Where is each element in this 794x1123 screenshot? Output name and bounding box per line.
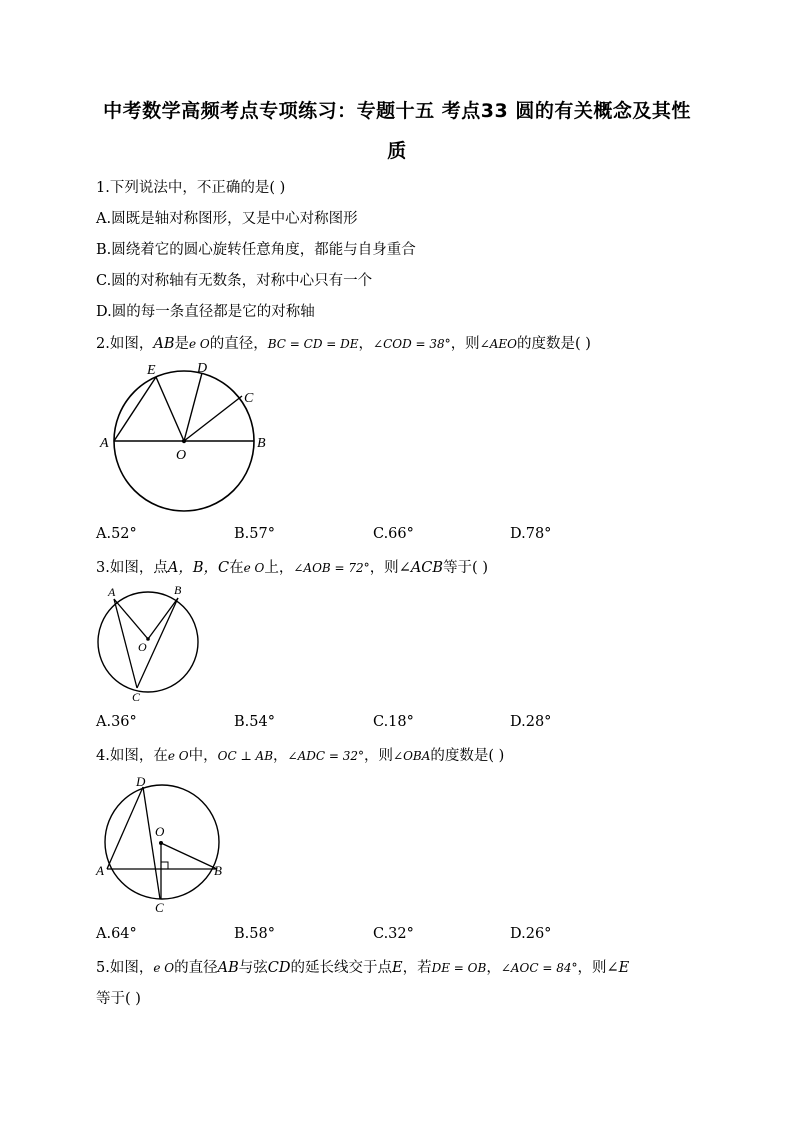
q3-label-o: O xyxy=(138,640,147,654)
q4-label-a: A xyxy=(96,863,104,878)
q1-option-d: D.圆的每一条直径都是它的对称轴 xyxy=(96,304,315,320)
q4-label-d: D xyxy=(136,774,146,789)
q4-option-c: C.32° xyxy=(373,926,414,942)
q5-stem-line2: 等于( ) xyxy=(96,991,141,1007)
q2-option-d: D.78° xyxy=(510,526,552,542)
q2-segment-od xyxy=(184,373,202,441)
q4-segment-ob xyxy=(161,843,217,869)
q5-stem: 5.如图，e O的直径AB与弦CD的延长线交于点E，若DE = OB，∠AOC = 84°，则∠E xyxy=(96,960,630,976)
q2-stem: 2.如图，AB是e O的直径，BC = CD = DE，∠COD = 38°，则∠AEO的度数是( ) xyxy=(96,336,591,352)
q1-stem: 1.下列说法中，不正确的是( ) xyxy=(96,180,286,196)
q2-segment-eo xyxy=(156,377,184,441)
q2-segment-ae xyxy=(114,377,156,441)
q2-label-e: E xyxy=(147,363,156,378)
q2-figure xyxy=(96,358,276,516)
q4-label-b: B xyxy=(214,863,222,878)
q4-segment-dc xyxy=(143,787,160,899)
q4-option-b: B.58° xyxy=(234,926,275,942)
q3-stem: 3.如图，点A，B，C在e O上，∠AOB = 72°，则∠ACB等于( ) xyxy=(96,560,488,576)
q3-segment-bo xyxy=(148,598,178,639)
q1-option-b: B.圆绕着它的圆心旋转任意角度，都能与自身重合 xyxy=(96,242,416,258)
q3-circle xyxy=(98,592,198,692)
q3-label-b: B xyxy=(174,583,182,597)
q2-segment-oc xyxy=(184,396,242,441)
q3-option-d: D.28° xyxy=(510,714,552,730)
q2-label-d: D xyxy=(197,361,208,376)
page-title-line1: 中考数学高频考点专项练习：专题十五 考点33 圆的有关概念及其性 xyxy=(103,100,691,122)
q3-option-a: A.36° xyxy=(96,714,137,730)
q2-option-c: C.66° xyxy=(373,526,414,542)
q4-center-dot xyxy=(159,841,163,845)
q3-option-b: B.54° xyxy=(234,714,275,730)
q2-label-o: O xyxy=(176,448,187,463)
q4-option-d: D.26° xyxy=(510,926,552,942)
q2-label-a: A xyxy=(100,436,109,451)
q3-option-c: C.18° xyxy=(373,714,414,730)
q1-option-c: C.圆的对称轴有无数条，对称中心只有一个 xyxy=(96,273,373,289)
q3-label-c: C xyxy=(132,690,141,704)
q4-figure xyxy=(94,770,234,916)
q2-option-b: B.57° xyxy=(234,526,275,542)
q1-option-a: A.圆既是轴对称图形，又是中心对称图形 xyxy=(96,211,358,227)
q4-right-angle-mark xyxy=(161,862,168,869)
q4-label-o: O xyxy=(155,824,165,839)
q3-figure xyxy=(94,580,206,706)
page-title-line2: 质 xyxy=(387,140,407,162)
q4-option-a: A.64° xyxy=(96,926,137,942)
q3-label-a: A xyxy=(108,585,116,599)
q4-stem: 4.如图，在e O中，OC ⊥ AB，∠ADC = 32°，则∠OBA的度数是( ) xyxy=(96,748,505,764)
q3-center-dot xyxy=(146,637,150,641)
q2-center-dot xyxy=(182,439,186,443)
q2-label-b: B xyxy=(257,436,266,451)
q2-label-c: C xyxy=(244,391,254,406)
q2-option-a: A.52° xyxy=(96,526,137,542)
q4-label-c: C xyxy=(155,900,164,915)
